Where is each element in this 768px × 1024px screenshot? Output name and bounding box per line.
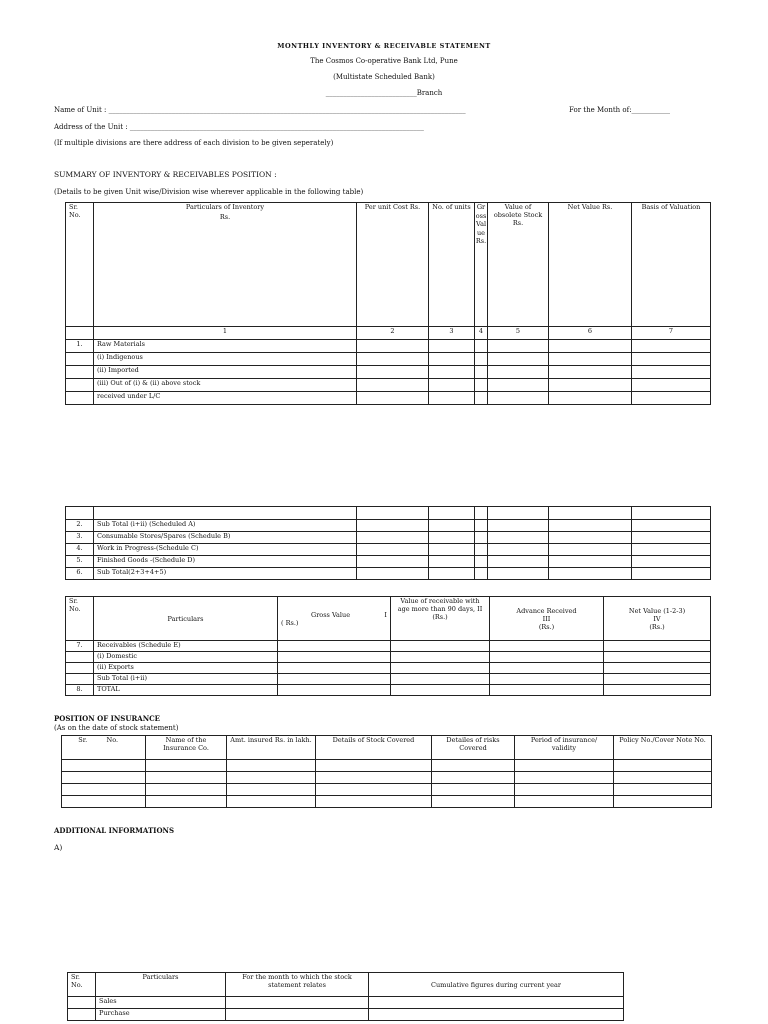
table-row <box>66 532 711 544</box>
net-label: Net Value (1-2-3) <box>628 606 686 615</box>
table-row <box>66 652 711 663</box>
row-sr: 5. <box>66 556 94 568</box>
table-row <box>66 556 711 568</box>
row-sr <box>66 366 94 379</box>
col-sr: Sr. No. <box>68 973 96 997</box>
division-note: (If multiple divisions are there address of each division to be given seperately) <box>54 139 334 147</box>
unit-name-line: Name of Unit : ______________________________________________________________________________________________________ <box>54 106 466 114</box>
row-sr: 1. <box>66 340 94 353</box>
gross-rs: ( Rs.) <box>281 618 299 627</box>
col-particulars-rs: Rs. <box>219 213 231 221</box>
table-row <box>68 1009 624 1021</box>
num-cell: 4 <box>475 327 488 340</box>
num-cell: 7 <box>632 327 711 340</box>
table-row <box>62 760 712 772</box>
col-policy: Policy No./Cover Note No. <box>614 736 712 760</box>
row-label: (iii) Out of (i) & (ii) above stock <box>94 379 357 392</box>
col-net-value <box>604 597 711 641</box>
table-row <box>66 366 711 379</box>
num-cell: 3 <box>429 327 475 340</box>
insurance-sub: (As on the date of stock statement) <box>54 724 179 732</box>
table-row <box>66 392 711 405</box>
insurance-heading: POSITION OF INSURANCE <box>54 714 160 723</box>
col-value-90 <box>391 597 490 641</box>
table-row <box>66 507 711 520</box>
col-amount: Amt. insured Rs. in lakh. <box>227 736 316 760</box>
summary-details: (Details to be given Unit wise/Division wise wherever applicable in the following table) <box>54 188 364 196</box>
net-rs: (Rs.) <box>649 622 665 631</box>
col-insurer: Name of the Insurance Co. <box>146 736 227 760</box>
col-no: No. <box>104 736 146 760</box>
bank-type: (Multistate Scheduled Bank) <box>333 73 435 81</box>
row-label: TOTAL <box>94 685 278 696</box>
table-row <box>62 784 712 796</box>
col-month: For the month to which the stock statement relates <box>226 973 369 997</box>
col-cumulative: Cumulative figures during current year <box>369 973 624 997</box>
additional-heading: ADDITIONAL INFORMATIONS <box>54 826 175 835</box>
col-particulars-label: Particulars of Inventory <box>185 203 265 211</box>
num-cell: 6 <box>549 327 632 340</box>
row-label: Raw Materials <box>94 340 357 353</box>
row-sr: 4. <box>66 544 94 556</box>
value-90-rs: (Rs.) <box>432 613 448 621</box>
table-row <box>66 641 711 652</box>
row-label: Receivables (Schedule E) <box>94 641 278 652</box>
table-row <box>66 379 711 392</box>
row-label: Sub Total (i+ii) <box>94 674 278 685</box>
col-sr: Sr. No. <box>66 597 94 641</box>
row-label: Work in Progress-(Schedule C) <box>94 544 357 556</box>
row-label: Sales <box>96 997 226 1009</box>
row-sr <box>66 392 94 405</box>
row-sr <box>66 652 94 663</box>
row-sr <box>66 663 94 674</box>
advance-rs: (Rs.) <box>538 622 555 631</box>
col-gross-value: GrossValueRs. <box>475 203 488 327</box>
row-sr: 2. <box>66 520 94 532</box>
value-90-label: Value of receivable with age more than 90 days, II <box>397 597 483 613</box>
col-sr: Sr. No. <box>66 203 94 327</box>
row-sr <box>66 674 94 685</box>
row-sr <box>66 353 94 366</box>
table-row <box>66 353 711 366</box>
col-units: No. of units <box>429 203 475 327</box>
insurance-table <box>61 735 712 808</box>
row-label: Consumable Stores/Spares (Schedule B) <box>94 532 357 544</box>
row-label: Sub Total(2+3+4+5) <box>94 568 357 580</box>
col-risks: Detailes of risks Covered <box>432 736 515 760</box>
table-row <box>66 674 711 685</box>
col-unit-cost: Per unit Cost Rs. <box>357 203 429 327</box>
row-sr: 7. <box>66 641 94 652</box>
col-obsolete: Value of obsolete Stock Rs. <box>488 203 549 327</box>
subtotal-table <box>65 506 711 580</box>
table-row <box>66 544 711 556</box>
number-row <box>66 327 711 340</box>
row-sr: 6. <box>66 568 94 580</box>
sales-table <box>67 972 624 1021</box>
table-row <box>62 772 712 784</box>
gross-numeral: I <box>384 610 387 619</box>
row-sr: 3. <box>66 532 94 544</box>
advance-numeral: III <box>542 614 551 623</box>
col-net-value: Net Value Rs. <box>549 203 632 327</box>
row-label: (ii) Imported <box>94 366 357 379</box>
advance-label: Advance Received <box>516 606 577 615</box>
num-cell: 5 <box>488 327 549 340</box>
col-particulars: Particulars <box>94 597 278 641</box>
branch-line: __________________________Branch <box>325 89 443 97</box>
table-row <box>62 796 712 808</box>
row-label: received under L/C <box>94 392 357 405</box>
row-label: (ii) Exports <box>94 663 278 674</box>
table-row <box>66 568 711 580</box>
row-label: Finished Goods -(Schedule D) <box>94 556 357 568</box>
row-sr <box>66 379 94 392</box>
unit-address-line: Address of the Unit : ____________________________________________________________________________________ <box>54 123 424 131</box>
net-numeral: IV <box>653 614 661 623</box>
num-cell: 2 <box>357 327 429 340</box>
bank-name: The Cosmos Co-operative Bank Ltd, Pune <box>310 57 458 65</box>
col-particulars: Particulars <box>96 973 226 997</box>
col-gross-value <box>278 597 391 641</box>
receivables-table <box>65 596 711 696</box>
gross-label: Gross Value <box>311 610 351 619</box>
row-label: Sub Total (i+ii) (Scheduled A) <box>94 520 357 532</box>
col-particulars <box>94 203 357 327</box>
summary-heading: SUMMARY OF INVENTORY & RECEIVABLES POSITION : <box>54 170 277 179</box>
row-sr: 8. <box>66 685 94 696</box>
table-row <box>66 520 711 532</box>
col-period: Period of insurance/ validity <box>515 736 614 760</box>
row-label: (i) Indigenous <box>94 353 357 366</box>
table-row <box>68 997 624 1009</box>
num-cell: 1 <box>94 327 357 340</box>
inventory-table <box>65 202 711 405</box>
table-row <box>66 663 711 674</box>
col-sr: Sr. <box>62 736 104 760</box>
doc-title: MONTHLY INVENTORY & RECEIVABLE STATEMENT <box>277 42 491 50</box>
table-row <box>66 685 711 696</box>
row-label: Purchase <box>96 1009 226 1021</box>
table-row <box>66 340 711 353</box>
row-label: (i) Domestic <box>94 652 278 663</box>
additional-a: A) <box>54 843 63 852</box>
col-basis: Basis of Valuation <box>632 203 711 327</box>
col-stock-covered: Details of Stock Covered <box>316 736 432 760</box>
col-advance <box>490 597 604 641</box>
month-line: For the Month of:___________ <box>569 106 671 114</box>
